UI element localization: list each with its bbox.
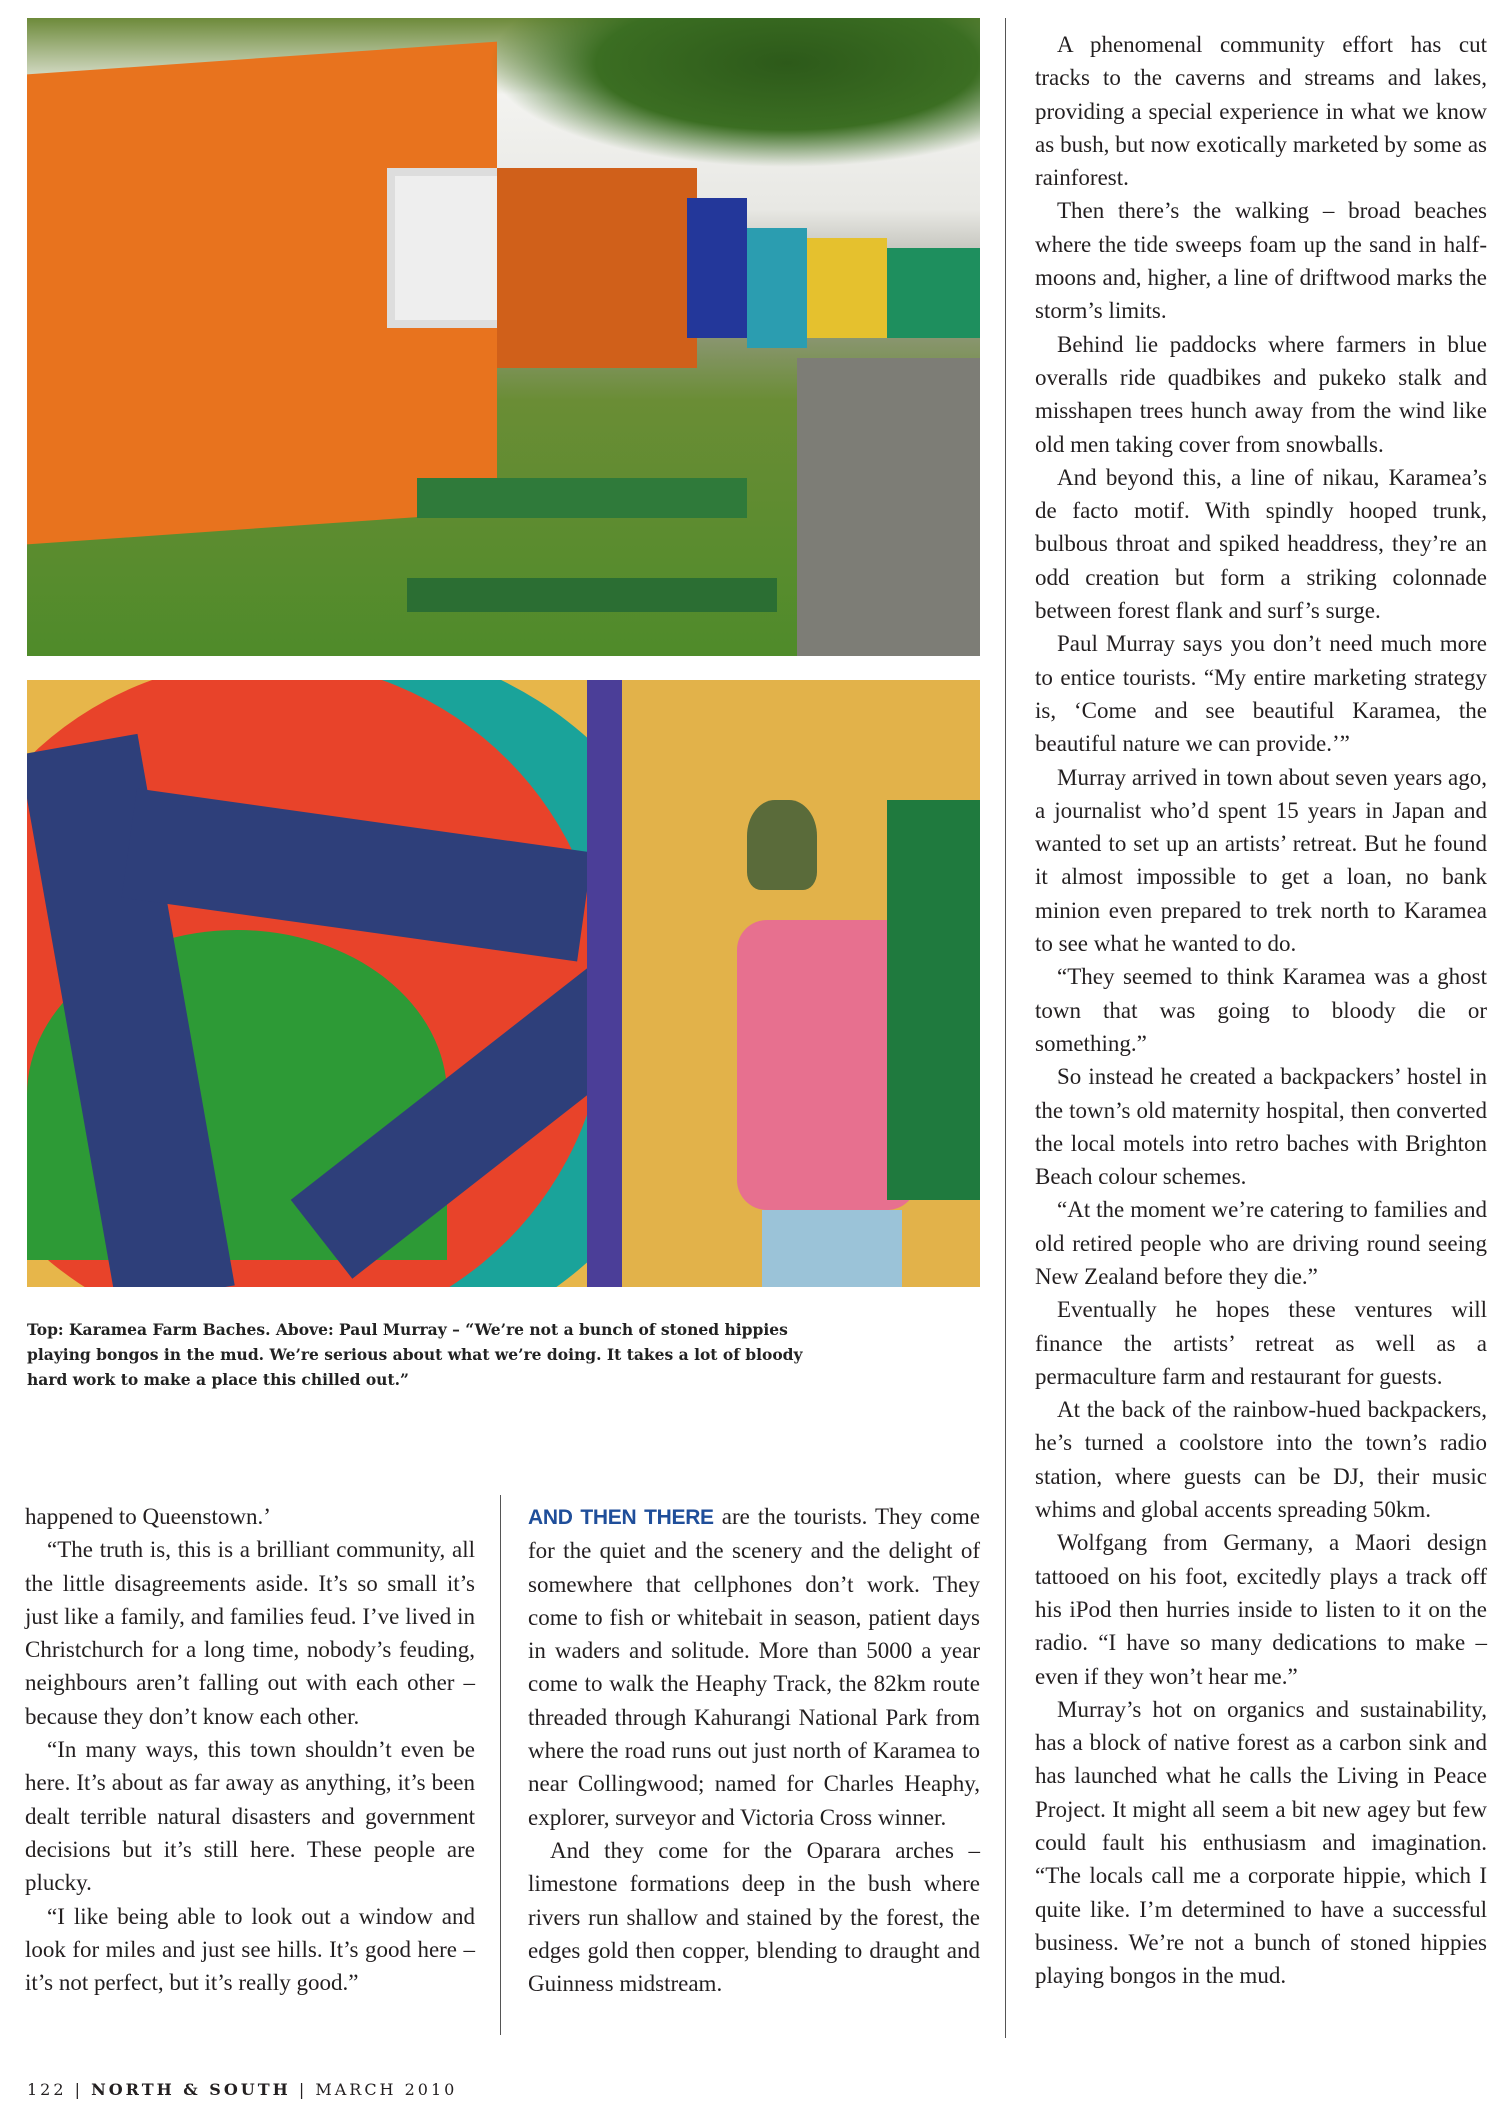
photo-farm-baches [27, 18, 980, 656]
paragraph: “At the moment we’re catering to families and old retired people who are driving round seeing New Zealand before they die.” [1035, 1197, 1487, 1289]
article-column-2 [528, 1500, 980, 2000]
paragraph: Murray arrived in town about seven years ago, a journalist who’d spent 15 years in Japan and wanted to set up an artists’ retreat. But he found it almost impossible to get a loan, no bank minion even prepared to trek north to Karamea to see what he wanted to do. [1035, 764, 1487, 957]
issue-date: MARCH 2010 [315, 2080, 458, 2099]
paragraph: So instead he created a backpackers’ hostel in the town’s old maternity hospital, then converted the local motels into retro baches with Brighton Beach colour schemes. [1035, 1064, 1487, 1190]
column-divider [500, 1495, 501, 2035]
column-divider [1005, 18, 1006, 2038]
photo-paul-murray [27, 680, 980, 1287]
section-lead-in: AND THEN THERE [528, 1506, 714, 1529]
paragraph: Paul Murray says you don’t need much more to entice tourists. “My entire marketing strategy is, ‘Come and see beautiful Karamea, the beautiful nature we can provide.’” [1035, 631, 1487, 757]
paragraph: “In many ways, this town shouldn’t even be here. It’s about as far away as anything, it’s been dealt terrible natural disasters and government decisions but it’s still here. These people are plucky. [25, 1737, 475, 1896]
paragraph: Wolfgang from Germany, a Maori design tattooed on his foot, excitedly plays a track off his iPod then hurries inside to listen to it on the radio. “I have so many dedications to make – even if they won’t hear me.” [1035, 1530, 1487, 1689]
paragraph: AND THEN THERE are the tourists. They come for the quiet and the scenery and the delight of somewhere that cellphones don’t work. They come to fish or whitebait in season, patient days in waders and solitude. More than 5000 a year come to walk the Heaphy Track, the 82km route threaded through Kahurangi National Park from where the road runs out just north of Karamea to near Collingwood; named for Charles Heaphy, explorer, surveyor and Victoria Cross winner. [528, 1504, 980, 1830]
paragraph: Murray’s hot on organics and sustainability, has a block of native forest as a carbon sink and has launched what he calls the Living in Peace Project. It might all seem a bit new agey but few could fault his enthusiasm and imagination. “The locals call me a corporate hippie, which I quite like. I’m determined to have a successful business. We’re not a bunch of stoned hippies playing bongos in the mud. [1035, 1696, 1487, 1989]
page-number: 122 [27, 2080, 67, 2099]
paragraph: A phenomenal community effort has cut tracks to the caverns and streams and lakes, providing a special experience in what we know as bush, but now exotically marketed by some as rainforest. [1035, 32, 1487, 191]
page-footer: 122 | NORTH & SOUTH | MARCH 2010 [27, 2080, 458, 2099]
paragraph: “The truth is, this is a brilliant community, all the little disagreements aside. It’s so small it’s just like a family, and families feud. I’ve lived in Christchurch for a long time, nobody’s feuding, neighbours aren’t falling out with each other – because they don’t know each other. [25, 1537, 475, 1729]
photo-caption: Top: Karamea Farm Baches. Above: Paul Murray – “We’re not a bunch of stoned hippies playing bongos in the mud. We’re serious about what we’re doing. It takes a lot of bloody hard work to make a place this chilled out.” [27, 1320, 803, 1389]
magazine-name: NORTH & SOUTH [91, 2080, 291, 2099]
paragraph: “They seemed to think Karamea was a ghost town that was going to bloody die or something.” [1035, 964, 1487, 1056]
article-column-right [1035, 28, 1487, 1993]
paragraph: Then there’s the walking – broad beaches where the tide sweeps foam up the sand in half-moons and, higher, a line of driftwood marks the storm’s limits. [1035, 198, 1487, 324]
paragraph: At the back of the rainbow-hued backpackers, he’s turned a coolstore into the town’s radio station, where guests can be DJ, their music whims and global accents spreading 50km. [1035, 1397, 1487, 1523]
paragraph: Behind lie paddocks where farmers in blue overalls ride quadbikes and pukeko stalk and misshapen trees hunch away from the wind like old men taking cover from snowballs. [1035, 331, 1487, 457]
article-column-1 [25, 1500, 475, 1999]
paragraph: happened to Queenstown.’ [25, 1504, 271, 1529]
paragraph: “I like being able to look out a window and look for miles and just see hills. It’s good here – it’s not perfect, but it’s really good.” [25, 1903, 475, 1996]
paragraph: And they come for the Oparara arches – limestone formations deep in the bush where rivers run shallow and stained by the forest, the edges gold then copper, blending to draught and Guinness midstream. [528, 1837, 980, 1997]
paragraph: Eventually he hopes these ventures will finance the artists’ retreat as well as a permaculture farm and restaurant for guests. [1035, 1297, 1487, 1389]
paragraph: And beyond this, a line of nikau, Karamea’s de facto motif. With spindly hooped trunk, bulbous throat and spiked headdress, they’re an odd creation but form a striking colonnade between forest flank and surf’s surge. [1035, 464, 1487, 624]
